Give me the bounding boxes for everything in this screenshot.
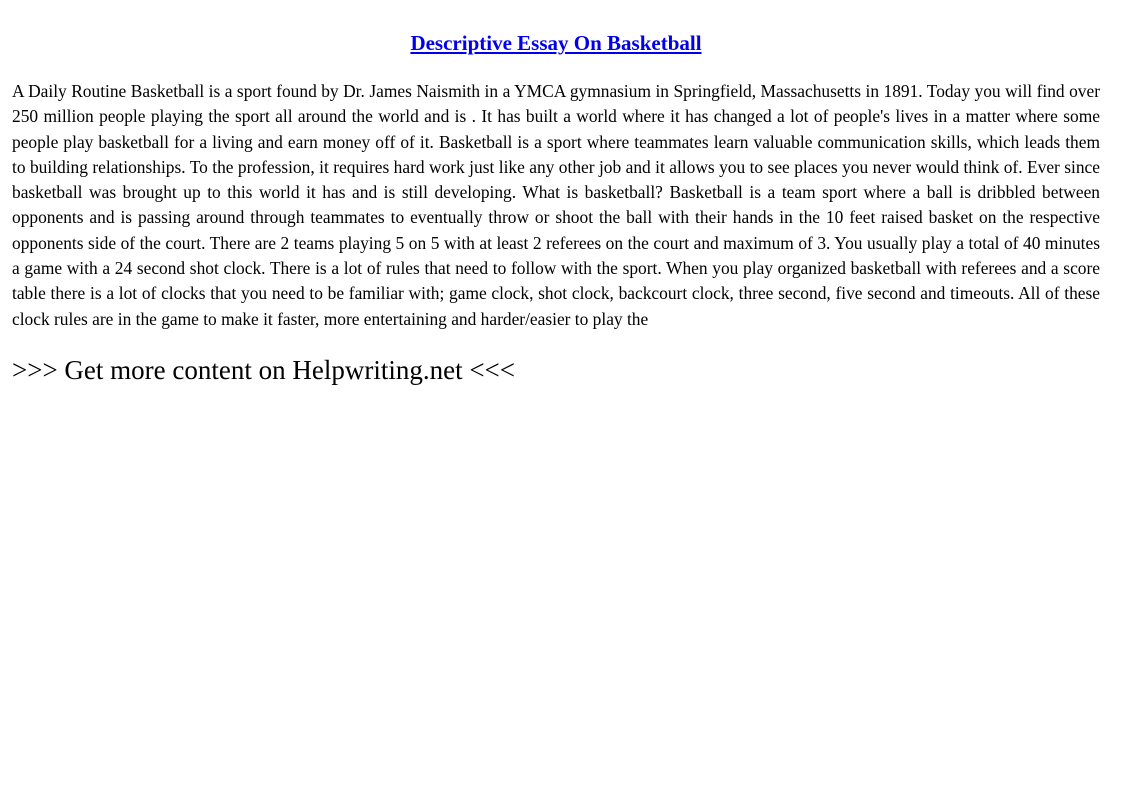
essay-paragraph: A Daily Routine Basketball is a sport found by Dr. James Naismith in a YMCA gymnasium in Springfield, Massachusetts in 1891. Today you will find over 250 million people playing the sport all around the world and is . It has built a world where it has changed a lot of people's lives in a matter where some people play basketball for a living and earn money off of it. Basketball is a sport where teammates learn valuable communication skills, which leads them to building relationships. To the profession, it requires hard work just like any other job and it allows you to see places you never would think of. Ever since basketball was brought up to this world it has and is still developing. What is basketball? Basketball is a team sport where a ball is dribbled between opponents and is passing around through teammates to eventually throw or shoot the ball with their hands in the 10 feet raised basket on the respective opponents side of the court. There are 2 teams playing 5 on 5 with at least 2 referees on the court and maximum of 3. You usually play a total of 40 minutes a game with a 24 second shot clock. There is a lot of rules that need to follow with the sport. When you play organized basketball with referees and a score table there is a lot of clocks that you need to be familiar with; game clock, shot clock, backcourt clock, three second, five second and timeouts. All of these clock rules are in the game to make it faster, more entertaining and harder/easier to play the — [12, 81, 1100, 329]
more-content-link[interactable]: >>> Get more content on Helpwriting.net <<< — [12, 354, 516, 385]
title-container — [12, 0, 1100, 56]
document-page — [12, 0, 1100, 386]
title-link[interactable]: Descriptive Essay On Basketball — [410, 31, 702, 55]
